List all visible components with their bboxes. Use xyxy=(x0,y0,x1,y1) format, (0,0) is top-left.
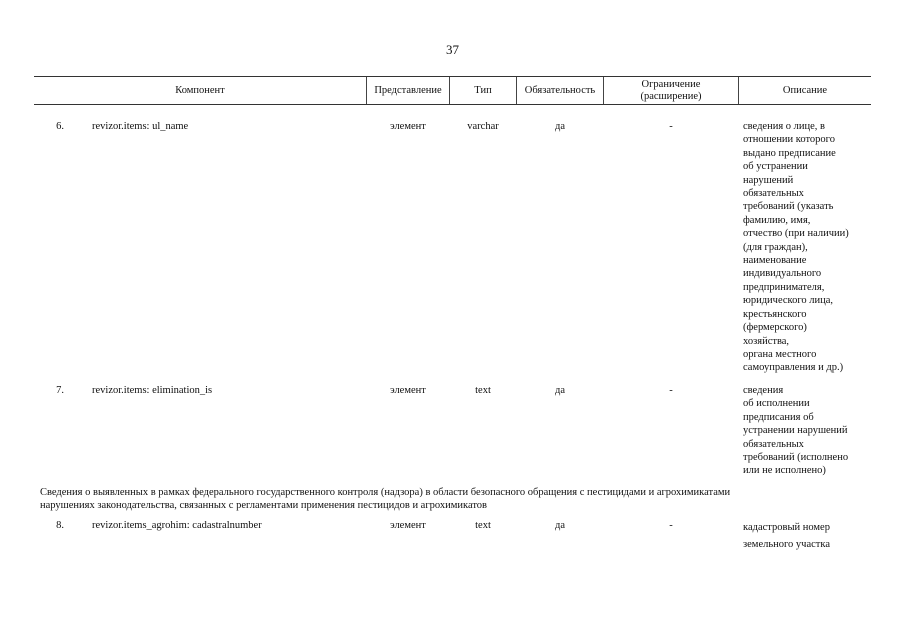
header-restriction-line2: (расширение) xyxy=(640,90,702,102)
description-line: устранении нарушений xyxy=(743,425,848,437)
description-line: органа местного xyxy=(743,348,817,360)
description-line: об устранении xyxy=(743,161,808,173)
row-restriction: - xyxy=(669,385,673,396)
row-description xyxy=(743,120,873,375)
description-line: отношении которого xyxy=(743,134,835,146)
description-line: обязательных xyxy=(743,188,804,200)
description-line: предпринимателя, xyxy=(743,281,825,293)
row-type: varchar xyxy=(467,121,499,132)
row-restriction: - xyxy=(669,520,673,531)
description-line: сведения xyxy=(743,385,784,396)
row-mandatory: да xyxy=(554,385,565,396)
description-line: обязательных xyxy=(743,438,804,450)
row-mandatory: да xyxy=(554,520,565,531)
description-line: или не исполнено) xyxy=(743,465,826,477)
row-representation: элемент xyxy=(390,385,426,396)
description-line: самоуправления и др.) xyxy=(743,362,844,374)
page-number: 37 xyxy=(446,42,459,57)
description-line: хозяйства, xyxy=(743,335,790,347)
row-number: 8. xyxy=(56,520,64,531)
description-line: требований (исполнено xyxy=(743,452,849,464)
description-line: индивидуального xyxy=(743,268,822,280)
description-line: кадастровый номер xyxy=(743,522,830,533)
header-mandatory: Обязательность xyxy=(524,84,596,96)
row-number: 6. xyxy=(56,121,64,132)
header-description: Описание xyxy=(782,84,828,96)
description-line: фамилию, имя, xyxy=(743,214,811,226)
section-note-line: нарушениях законодательства, связанных с регламентами применения пестицидов и агрохимикатов xyxy=(40,499,488,511)
row-type: text xyxy=(475,385,491,396)
row-number: 7. xyxy=(56,385,64,396)
header-type: Тип xyxy=(474,84,492,96)
header-restriction xyxy=(604,77,738,104)
section-note xyxy=(40,487,870,512)
description-line: нарушений xyxy=(743,174,794,186)
description-line: юридического лица, xyxy=(743,295,834,307)
description-line: предписания об xyxy=(743,411,814,423)
description-line: (для граждан), xyxy=(743,241,808,253)
description-line: об исполнении xyxy=(743,398,810,410)
section-note-line: Сведения о выявленных в рамках федерального государственного контроля (надзора) в области безопасного обращения с пестицидами и агрохимикатами xyxy=(40,487,731,498)
description-line: наименование xyxy=(743,255,807,267)
table-header-bottom-border xyxy=(34,104,871,105)
row-representation: элемент xyxy=(390,520,426,531)
header-representation: Представление xyxy=(374,84,442,96)
row-type: text xyxy=(475,520,491,531)
row-restriction: - xyxy=(669,121,673,132)
row-component: revizor.items: ul_name xyxy=(92,121,189,132)
description-line: земельного участка xyxy=(743,539,830,550)
description-line: требований (указать xyxy=(743,201,834,213)
description-line: отчество (при наличии) xyxy=(743,228,849,240)
row-component: revizor.items_agrohim: cadastralnumber xyxy=(92,520,262,531)
description-line: крестьянского xyxy=(743,308,807,320)
row-description xyxy=(743,519,873,553)
description-line: (фермерского) xyxy=(743,322,807,334)
row-representation: элемент xyxy=(390,121,426,132)
description-line: выдано предписание xyxy=(743,147,836,159)
description-line: сведения о лице, в xyxy=(743,121,825,132)
header-restriction-line1: Ограничение xyxy=(641,78,701,90)
row-component: revizor.items: elimination_is xyxy=(92,385,213,396)
header-component: Компонент xyxy=(175,84,225,96)
row-mandatory: да xyxy=(554,121,565,132)
row-description xyxy=(743,384,873,478)
